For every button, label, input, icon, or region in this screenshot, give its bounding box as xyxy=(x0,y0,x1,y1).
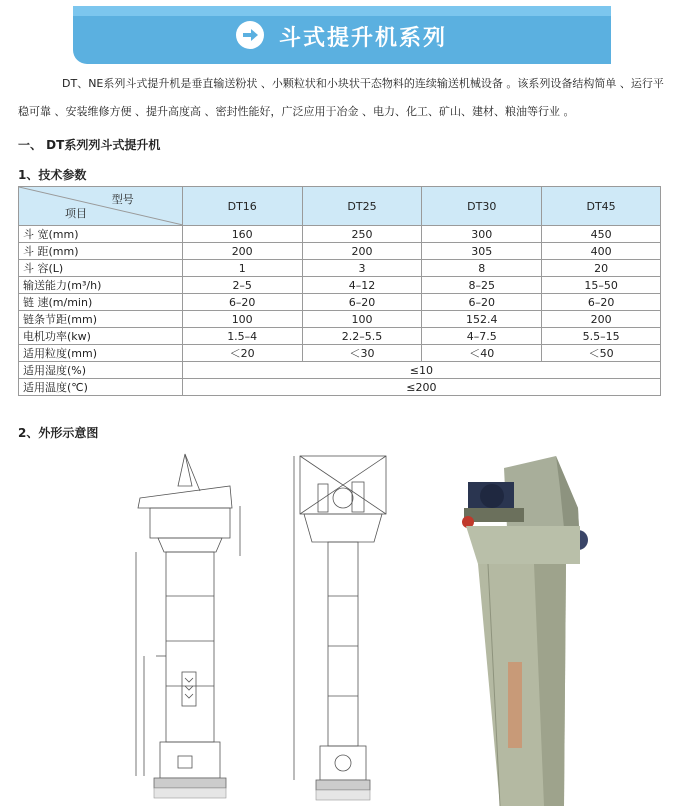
model-header: DT45 xyxy=(542,187,661,226)
table-cell: ＜50 xyxy=(542,345,661,362)
model-header: DT16 xyxy=(182,187,302,226)
elevator-side-view-drawing xyxy=(290,446,400,806)
table-cell: 2.2–5.5 xyxy=(302,328,422,345)
table-row xyxy=(19,362,661,379)
table-cell: 300 xyxy=(422,226,542,243)
row-label: 斗 容(L) xyxy=(19,260,183,277)
model-header: DT25 xyxy=(302,187,422,226)
table-row xyxy=(19,379,661,396)
model-header: DT30 xyxy=(422,187,542,226)
table-cell: 250 xyxy=(302,226,422,243)
table-cell: 450 xyxy=(542,226,661,243)
table-cell: 5.5–15 xyxy=(542,328,661,345)
table-row xyxy=(19,294,661,311)
row-label: 适用温度(℃) xyxy=(19,379,183,396)
table-corner-cell xyxy=(19,187,183,226)
table-row xyxy=(19,277,661,294)
table-cell: 2–5 xyxy=(182,277,302,294)
subsection-heading-specs: 1、技术参数 xyxy=(18,168,87,182)
table-cell: ＜40 xyxy=(422,345,542,362)
section-heading: 一、 DT系列列斗式提升机 xyxy=(18,138,161,152)
table-cell: ＜30 xyxy=(302,345,422,362)
row-label: 斗 距(mm) xyxy=(19,243,183,260)
table-cell: 100 xyxy=(182,311,302,328)
arrow-right-circle-icon xyxy=(236,21,264,49)
row-label: 适用粒度(mm) xyxy=(19,345,183,362)
table-cell: 400 xyxy=(542,243,661,260)
table-cell: 8–25 xyxy=(422,277,542,294)
corner-item-label: 项目 xyxy=(65,207,87,220)
table-cell: 20 xyxy=(542,260,661,277)
subsection-heading-drawings: 2、外形示意图 xyxy=(18,426,99,440)
table-cell: ≤200 xyxy=(182,379,660,396)
table-cell: 100 xyxy=(302,311,422,328)
table-cell: 15–50 xyxy=(542,277,661,294)
table-cell: 200 xyxy=(182,243,302,260)
table-row xyxy=(19,243,661,260)
table-row xyxy=(19,311,661,328)
table-cell: 305 xyxy=(422,243,542,260)
table-cell: 152.4 xyxy=(422,311,542,328)
table-cell: 160 xyxy=(182,226,302,243)
row-label: 输送能力(m³/h) xyxy=(19,277,183,294)
table-cell: 6–20 xyxy=(302,294,422,311)
corner-model-label: 型号 xyxy=(111,193,134,206)
table-row xyxy=(19,345,661,362)
table-cell: ＜20 xyxy=(182,345,302,362)
table-cell: ≤10 xyxy=(182,362,660,379)
elevator-front-view-drawing xyxy=(120,446,270,806)
row-label: 链 速(m/min) xyxy=(19,294,183,311)
row-label: 适用湿度(%) xyxy=(19,362,183,379)
table-header-row xyxy=(19,187,661,226)
table-cell: 200 xyxy=(542,311,661,328)
spec-table xyxy=(18,186,661,396)
table-cell: 3 xyxy=(302,260,422,277)
table-cell: 6–20 xyxy=(542,294,661,311)
table-cell: 1.5–4 xyxy=(182,328,302,345)
table-cell: 6–20 xyxy=(422,294,542,311)
page-title: 斗式提升机系列 xyxy=(279,26,448,51)
table-cell: 200 xyxy=(302,243,422,260)
row-label: 电机功率(kw) xyxy=(19,328,183,345)
table-cell: 8 xyxy=(422,260,542,277)
table-row xyxy=(19,328,661,345)
elevator-photo xyxy=(448,448,598,806)
row-label: 链条节距(mm) xyxy=(19,311,183,328)
table-cell: 1 xyxy=(182,260,302,277)
table-row xyxy=(19,260,661,277)
table-cell: 4–12 xyxy=(302,277,422,294)
intro-paragraph: DT、NE系列斗式提升机是垂直输送粉状 、小颗粒状和小块状干态物料的连续输送机械设备 。该系列设备结构简单 、运行平稳可靠 、安装维修方便 、提升高度高 、密封性能好，广泛应用于冶金 、电力、化工、矿山、建材、粮油等行业 。 xyxy=(18,77,664,118)
table-cell: 6–20 xyxy=(182,294,302,311)
table-row xyxy=(19,226,661,243)
row-label: 斗 宽(mm) xyxy=(19,226,183,243)
title-banner xyxy=(73,6,611,64)
table-cell: 4–7.5 xyxy=(422,328,542,345)
